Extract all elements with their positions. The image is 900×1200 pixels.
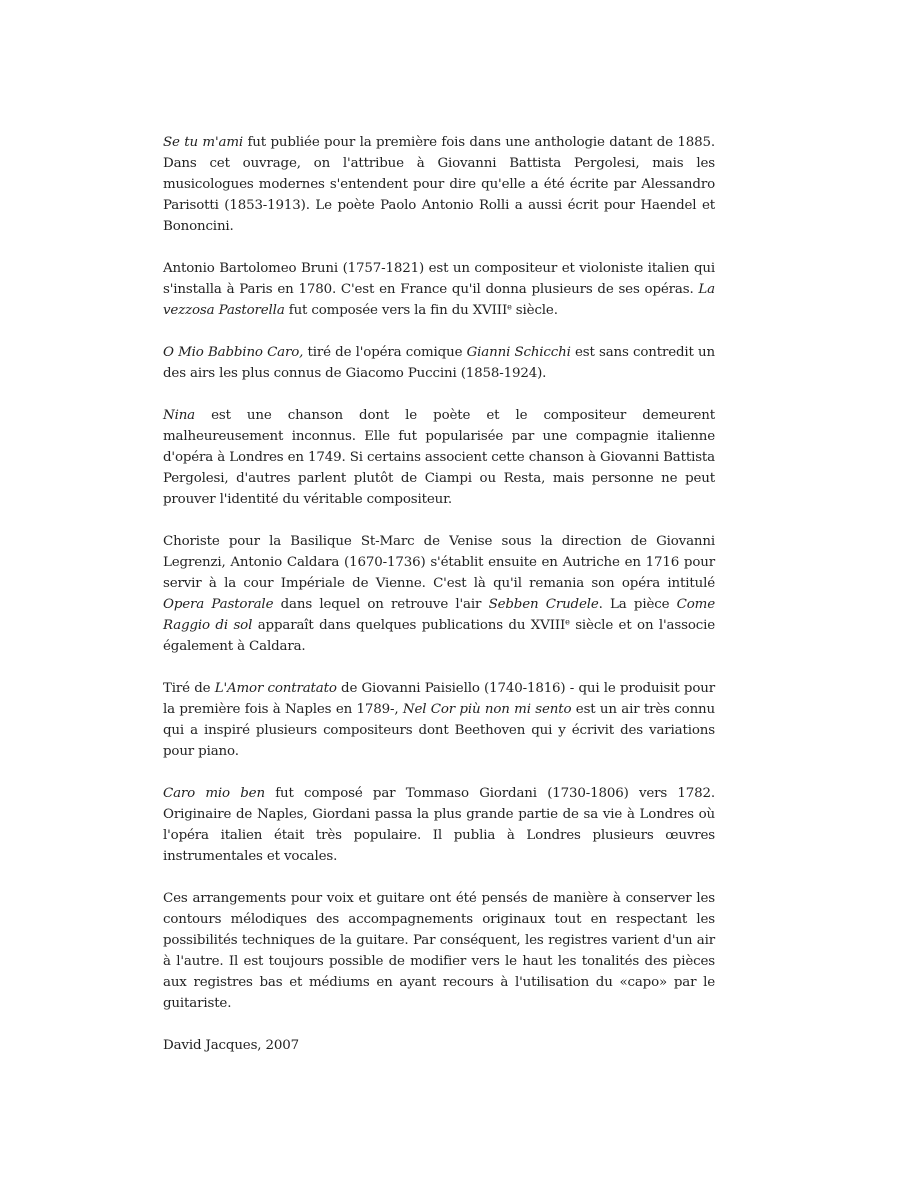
paragraph-caldara (163, 531, 715, 657)
text-run: tiré de l'opéra comique (303, 345, 467, 360)
text-run: est une chanson dont le poète et le compositeur demeurent malheureusement inconnus. Elle fut popularisée par une compagnie italienne d'opéra à Londres en 1749. Si certains associent cette chanson à Giovanni Battista Pergolesi, d'autres parlent plutôt de Ciampi ou Resta, mais personne ne peut prouver l'identité du véritable compositeur. (163, 408, 715, 507)
text-run: Ces arrangements pour voix et guitare ont été pensés de manière à conserver les contours mélodiques des accompagnements originaux tout en respectant les possibilités techniques de la guitare. Par conséquent, les registres varient d'un air à l'autre. Il est toujours possible de modifier vers le haut les tonalités des pièces aux registres bas et médiums en ayant recours à l'utilisation du «capo» par le guitariste. (163, 891, 715, 1011)
text-run: est un air très connu qui a inspiré plusieurs compositeurs dont Beethoven qui y écrivit des variations pour piano. (163, 702, 716, 759)
italic-title: Come Raggio di sol (163, 597, 715, 633)
paragraph-nina (163, 405, 715, 510)
paragraph-se-tu-mami (163, 132, 715, 237)
text-run: fut composée vers la fin du XVIII (284, 303, 508, 318)
document-page (163, 132, 715, 1056)
italic-title: Caro mio ben (163, 786, 265, 801)
text-run: apparaît dans quelques publications du XVIII (252, 618, 566, 633)
italic-title: Se tu m'ami (163, 135, 244, 150)
paragraph-paisiello (163, 678, 715, 762)
document-body (163, 132, 715, 1014)
italic-title: Nina (163, 408, 196, 423)
superscript: e (507, 302, 512, 312)
text-run: siècle et on l'associe également à Caldara. (163, 618, 716, 654)
text-run: est sans contredit un des airs les plus connus de Giacomo Puccini (1858-1924). (163, 345, 715, 381)
paragraph-arrangements (163, 888, 715, 1014)
text-run: fut composé par Tommaso Giordani (1730-1806) vers 1782. Originaire de Naples, Giordani passa la plus grande partie de sa vie à Londres où l'opéra italien était très populaire. Il publia à Londres plusieurs œuvres instrumentales et vocales. (163, 786, 715, 864)
signature: David Jacques, 2007 (163, 1038, 299, 1053)
superscript: e (565, 617, 570, 627)
text-run: . La pièce (598, 597, 677, 612)
text-run: dans lequel on retrouve l'air (273, 597, 489, 612)
text-run: fut publiée pour la première fois dans une anthologie datant de 1885. Dans cet ouvrage, on l'attribue à Giovanni Battista Pergolesi, mais les musicologues modernes s'entendent pour dire qu'elle a été écrite par Alessandro Parisotti (1853-1913). Le poète Paolo Antonio Rolli a aussi écrit pour Haendel et Bononcini. (163, 135, 716, 234)
text-run: Tiré de (163, 681, 215, 696)
text-run: Choriste pour la Basilique St-Marc de Venise sous la direction de Giovanni Legrenzi, Antonio Caldara (1670-1736) s'établit ensuite en Autriche en 1716 pour servir à la cour Impériale de Vienne. C'est là qu'il remania son opéra intitulé (163, 534, 715, 591)
italic-title: L'Amor contratato (214, 681, 337, 696)
text-run: siècle. (511, 303, 558, 318)
paragraph-bruni (163, 258, 715, 321)
italic-title: Nel Cor più non mi sento (402, 702, 572, 717)
italic-title: Opera Pastorale (163, 597, 274, 612)
paragraph-puccini (163, 342, 715, 384)
paragraph-giordani (163, 783, 715, 867)
italic-title: La vezzosa Pastorella (163, 282, 715, 318)
italic-title: Sebben Crudele (488, 597, 599, 612)
text-run: de Giovanni Paisiello (1740-1816) - qui le produisit pour la première fois à Naples en 1789-, (163, 681, 715, 717)
italic-title: O Mio Babbino Caro, (163, 345, 304, 360)
text-run: Antonio Bartolomeo Bruni (1757-1821) est un compositeur et violoniste italien qui s'installa à Paris en 1780. C'est en France qu'il donna plusieurs de ses opéras. (163, 261, 715, 297)
italic-title: Gianni Schicchi (466, 345, 571, 360)
